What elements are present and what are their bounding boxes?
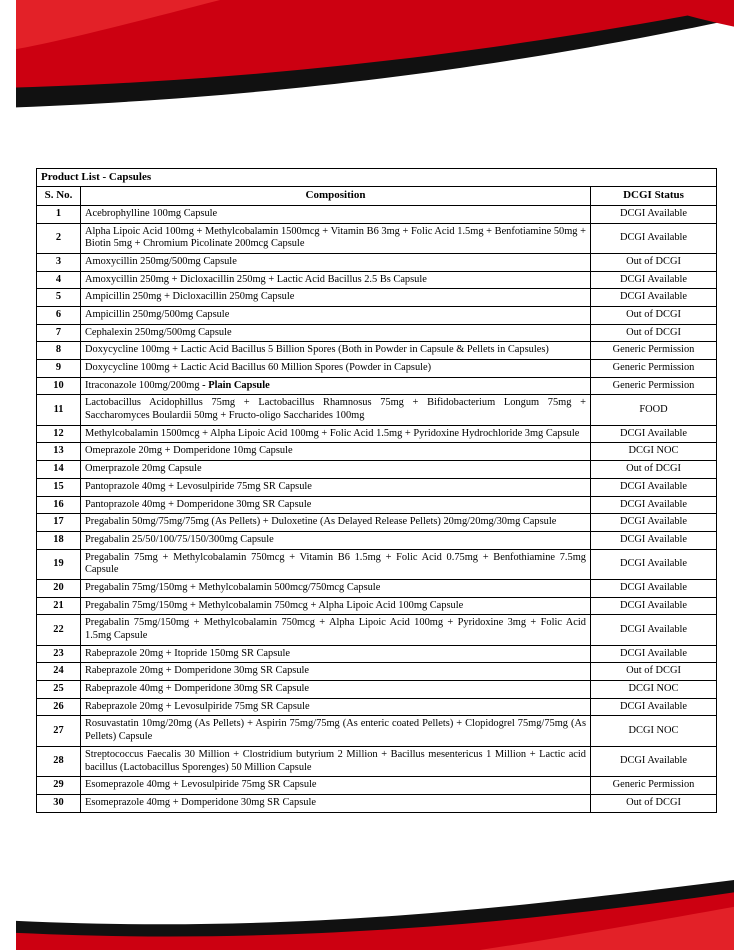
cell-dcgi-status: DCGI Available bbox=[591, 205, 717, 223]
cell-sno: 11 bbox=[37, 395, 81, 425]
table-title: Product List - Capsules bbox=[37, 169, 717, 187]
cell-composition: Itraconazole 100mg/200mg - Plain Capsule bbox=[81, 377, 591, 395]
table-row bbox=[37, 597, 717, 615]
cell-composition: Rosuvastatin 10mg/20mg (As Pellets) + Aspirin 75mg/75mg (As enteric coated Pellets) + Clopidogrel 75mg/75mg (As Pellets) Capsule bbox=[81, 716, 591, 746]
cell-dcgi-status: DCGI Available bbox=[591, 531, 717, 549]
cell-sno: 15 bbox=[37, 478, 81, 496]
table-row bbox=[37, 531, 717, 549]
cell-composition: Pantoprazole 40mg + Domperidone 30mg SR Capsule bbox=[81, 496, 591, 514]
cell-dcgi-status: DCGI Available bbox=[591, 478, 717, 496]
cell-composition: Omeprazole 20mg + Domperidone 10mg Capsule bbox=[81, 443, 591, 461]
cell-dcgi-status: DCGI Available bbox=[591, 597, 717, 615]
cell-sno: 13 bbox=[37, 443, 81, 461]
cell-composition: Rabeprazole 40mg + Domperidone 30mg SR Capsule bbox=[81, 681, 591, 699]
cell-sno: 14 bbox=[37, 461, 81, 479]
cell-composition: Streptococcus Faecalis 30 Million + Clostridium butyrium 2 Million + Bacillus mesentericus 1 Million + Lactic acid bacillus (Lactobacillus Sporenges) 50 Million Capsule bbox=[81, 746, 591, 776]
cell-dcgi-status: Out of DCGI bbox=[591, 253, 717, 271]
cell-sno: 30 bbox=[37, 794, 81, 812]
cell-dcgi-status: DCGI NOC bbox=[591, 716, 717, 746]
column-header-composition: Composition bbox=[81, 187, 591, 205]
cell-sno: 9 bbox=[37, 360, 81, 378]
cell-composition: Amoxycillin 250mg/500mg Capsule bbox=[81, 253, 591, 271]
table-row bbox=[37, 377, 717, 395]
header-decoration bbox=[0, 0, 750, 120]
table-row bbox=[37, 289, 717, 307]
cell-sno: 25 bbox=[37, 681, 81, 699]
cell-dcgi-status: Generic Permission bbox=[591, 342, 717, 360]
cell-sno: 28 bbox=[37, 746, 81, 776]
cell-composition: Pregabalin 75mg/150mg + Methylcobalamin 750mcg + Alpha Lipoic Acid 100mg Capsule bbox=[81, 597, 591, 615]
cell-sno: 3 bbox=[37, 253, 81, 271]
cell-sno: 2 bbox=[37, 223, 81, 253]
table-row bbox=[37, 205, 717, 223]
cell-dcgi-status: Out of DCGI bbox=[591, 794, 717, 812]
cell-sno: 7 bbox=[37, 324, 81, 342]
table-row bbox=[37, 777, 717, 795]
cell-dcgi-status: Out of DCGI bbox=[591, 461, 717, 479]
column-header-dcgi-status: DCGI Status bbox=[591, 187, 717, 205]
product-list-table bbox=[36, 168, 717, 813]
cell-sno: 1 bbox=[37, 205, 81, 223]
page-margin-right bbox=[734, 0, 750, 950]
cell-dcgi-status: DCGI Available bbox=[591, 514, 717, 532]
cell-composition: Amoxycillin 250mg + Dicloxacillin 250mg + Lactic Acid Bacillus 2.5 Bs Capsule bbox=[81, 271, 591, 289]
cell-sno: 16 bbox=[37, 496, 81, 514]
cell-dcgi-status: DCGI Available bbox=[591, 698, 717, 716]
cell-sno: 8 bbox=[37, 342, 81, 360]
cell-sno: 4 bbox=[37, 271, 81, 289]
page-margin-left bbox=[0, 0, 16, 950]
cell-dcgi-status: Generic Permission bbox=[591, 777, 717, 795]
cell-dcgi-status: DCGI Available bbox=[591, 579, 717, 597]
cell-composition: Methylcobalamin 1500mcg + Alpha Lipoic Acid 100mg + Folic Acid 1.5mg + Pyridoxine Hydrochloride 3mg Capsule bbox=[81, 425, 591, 443]
cell-composition: Ampicillin 250mg/500mg Capsule bbox=[81, 306, 591, 324]
cell-dcgi-status: DCGI Available bbox=[591, 289, 717, 307]
table-row bbox=[37, 549, 717, 579]
table-header-row bbox=[37, 187, 717, 205]
cell-sno: 5 bbox=[37, 289, 81, 307]
column-header-sno: S. No. bbox=[37, 187, 81, 205]
cell-composition: Esomeprazole 40mg + Levosulpiride 75mg SR Capsule bbox=[81, 777, 591, 795]
cell-composition: Acebrophylline 100mg Capsule bbox=[81, 205, 591, 223]
cell-sno: 29 bbox=[37, 777, 81, 795]
cell-composition: Esomeprazole 40mg + Domperidone 30mg SR Capsule bbox=[81, 794, 591, 812]
cell-sno: 22 bbox=[37, 615, 81, 645]
table-row bbox=[37, 698, 717, 716]
cell-dcgi-status: DCGI NOC bbox=[591, 443, 717, 461]
cell-composition: Ampicillin 250mg + Dicloxacillin 250mg Capsule bbox=[81, 289, 591, 307]
table-row bbox=[37, 716, 717, 746]
cell-sno: 6 bbox=[37, 306, 81, 324]
cell-composition: Cephalexin 250mg/500mg Capsule bbox=[81, 324, 591, 342]
cell-sno: 19 bbox=[37, 549, 81, 579]
product-list-sheet bbox=[36, 168, 716, 813]
footer-decoration bbox=[0, 860, 750, 950]
cell-dcgi-status: DCGI Available bbox=[591, 645, 717, 663]
cell-dcgi-status: Out of DCGI bbox=[591, 306, 717, 324]
cell-sno: 26 bbox=[37, 698, 81, 716]
cell-sno: 10 bbox=[37, 377, 81, 395]
cell-composition: Rabeprazole 20mg + Itopride 150mg SR Capsule bbox=[81, 645, 591, 663]
table-row bbox=[37, 478, 717, 496]
cell-composition: Pregabalin 75mg/150mg + Methylcobalamin 750mcg + Alpha Lipoic Acid 100mg + Pyridoxine 3mg + Folic Acid 1.5mg Capsule bbox=[81, 615, 591, 645]
table-row bbox=[37, 395, 717, 425]
cell-sno: 20 bbox=[37, 579, 81, 597]
table-row bbox=[37, 645, 717, 663]
cell-dcgi-status: DCGI Available bbox=[591, 223, 717, 253]
cell-composition: Pregabalin 25/50/100/75/150/300mg Capsule bbox=[81, 531, 591, 549]
cell-composition: Doxycycline 100mg + Lactic Acid Bacillus 60 Million Spores (Powder in Capsule) bbox=[81, 360, 591, 378]
table-row bbox=[37, 579, 717, 597]
cell-dcgi-status: DCGI Available bbox=[591, 615, 717, 645]
table-row bbox=[37, 496, 717, 514]
cell-composition: Pregabalin 75mg + Methylcobalamin 750mcg + Vitamin B6 1.5mg + Folic Acid 0.75mg + Benfothiamine 7.5mg Capsule bbox=[81, 549, 591, 579]
cell-dcgi-status: DCGI Available bbox=[591, 271, 717, 289]
cell-dcgi-status: DCGI Available bbox=[591, 549, 717, 579]
table-row bbox=[37, 461, 717, 479]
table-row bbox=[37, 681, 717, 699]
table-row bbox=[37, 271, 717, 289]
cell-dcgi-status: FOOD bbox=[591, 395, 717, 425]
table-row bbox=[37, 306, 717, 324]
table-title-row bbox=[37, 169, 717, 187]
table-row bbox=[37, 514, 717, 532]
cell-dcgi-status: Out of DCGI bbox=[591, 663, 717, 681]
cell-dcgi-status: Out of DCGI bbox=[591, 324, 717, 342]
cell-dcgi-status: Generic Permission bbox=[591, 377, 717, 395]
cell-dcgi-status: DCGI Available bbox=[591, 425, 717, 443]
cell-sno: 12 bbox=[37, 425, 81, 443]
table-row bbox=[37, 746, 717, 776]
cell-sno: 17 bbox=[37, 514, 81, 532]
cell-composition: Rabeprazole 20mg + Domperidone 30mg SR Capsule bbox=[81, 663, 591, 681]
table-row bbox=[37, 615, 717, 645]
table-row bbox=[37, 663, 717, 681]
table-row bbox=[37, 360, 717, 378]
table-body bbox=[37, 205, 717, 812]
table-row bbox=[37, 443, 717, 461]
table-row bbox=[37, 425, 717, 443]
cell-sno: 24 bbox=[37, 663, 81, 681]
cell-sno: 23 bbox=[37, 645, 81, 663]
cell-composition: Lactobacillus Acidophillus 75mg + Lactobacillus Rhamnosus 75mg + Bifidobacterium Longum 75mg + Saccharomyces Boulardii 50mg + Fructo-oligo Saccharides 100mg bbox=[81, 395, 591, 425]
cell-dcgi-status: Generic Permission bbox=[591, 360, 717, 378]
cell-composition: Pantoprazole 40mg + Levosulpiride 75mg SR Capsule bbox=[81, 478, 591, 496]
cell-dcgi-status: DCGI NOC bbox=[591, 681, 717, 699]
cell-dcgi-status: DCGI Available bbox=[591, 746, 717, 776]
cell-composition: Rabeprazole 20mg + Levosulpiride 75mg SR Capsule bbox=[81, 698, 591, 716]
table-row bbox=[37, 253, 717, 271]
cell-composition: Pregabalin 50mg/75mg/75mg (As Pellets) + Duloxetine (As Delayed Release Pellets) 20mg/20mg/30mg Capsule bbox=[81, 514, 591, 532]
cell-sno: 18 bbox=[37, 531, 81, 549]
table-row bbox=[37, 794, 717, 812]
cell-sno: 27 bbox=[37, 716, 81, 746]
cell-composition: Pregabalin 75mg/150mg + Methylcobalamin 500mcg/750mcg Capsule bbox=[81, 579, 591, 597]
cell-composition: Doxycycline 100mg + Lactic Acid Bacillus 5 Billion Spores (Both in Powder in Capsule & Pellets in Capsules) bbox=[81, 342, 591, 360]
cell-composition: Alpha Lipoic Acid 100mg + Methylcobalamin 1500mcg + Vitamin B6 3mg + Folic Acid 1.5mg + Benfotiamine 50mg + Biotin 5mg + Chromium Picolinate 200mcg Capsule bbox=[81, 223, 591, 253]
cell-sno: 21 bbox=[37, 597, 81, 615]
table-row bbox=[37, 342, 717, 360]
cell-dcgi-status: DCGI Available bbox=[591, 496, 717, 514]
table-row bbox=[37, 324, 717, 342]
table-row bbox=[37, 223, 717, 253]
cell-composition: Omerprazole 20mg Capsule bbox=[81, 461, 591, 479]
